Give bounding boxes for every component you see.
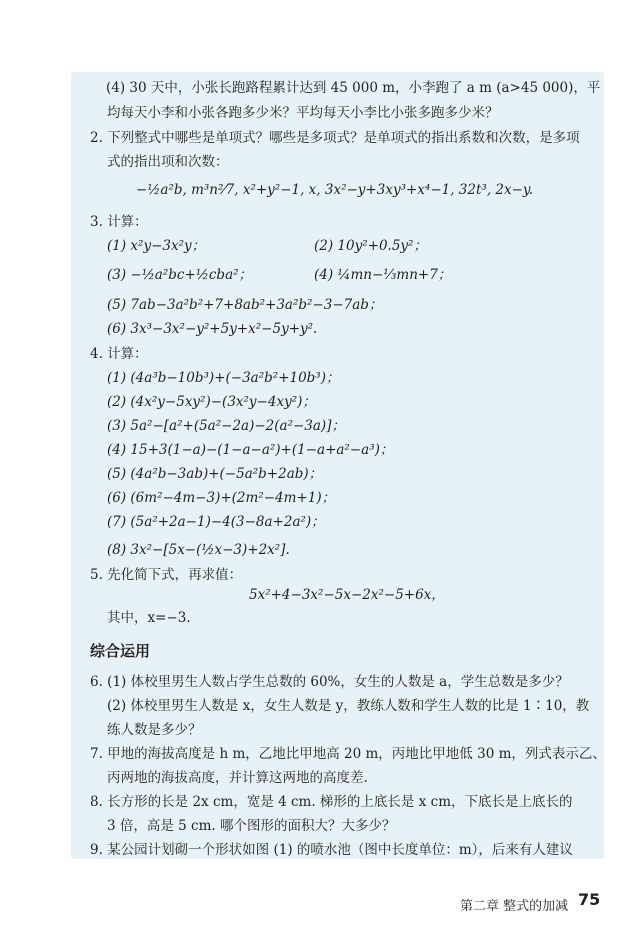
problem-2-expressions: −½a²b, m³n²⁄7, x²+y²−1, x, 3x²−y+3xy³+x⁴−1, 32t³, 2x−y. [136,182,534,198]
problem-3-item-3: (3) −½a²bc+½cba²； [107,267,253,283]
page-number: 75 [578,890,601,909]
problem-3-item-6: (6) 3x³−3x²−y²+5y+x²−5y+y². [107,321,318,337]
problem-5-expression: 5x²+4−3x²−5x−2x²−5+6x， [249,587,445,603]
problem-8-line2: 3 倍，高是 5 cm. 哪个图形的面积大？大多少？ [107,818,396,834]
section-title: 综合运用 [90,642,151,660]
problem-6-2-line2: 练人数是多少？ [107,722,202,738]
problem-4-item-2: (2) (4x²y−5xy²)−(3x²y−4xy²)； [107,394,316,410]
problem-4-heading: 4. 计算： [90,346,148,362]
problem-4-item-1: (1) (4a³b−10b³)+(−3a²b²+10b³)； [107,370,340,386]
problem-5-heading: 5. 先化简下式，再求值： [90,567,243,583]
problem-7-line1: 7. 甲地的海拔高度是 h m，乙地比甲地高 20 m，丙地比甲地低 30 m，列式表示乙、 [90,746,606,762]
problem-3-heading: 3. 计算： [90,214,148,230]
problem-3-item-1: (1) x²y−3x²y； [107,238,206,254]
problem-2-line1: 2. 下列整式中哪些是单项式？哪些是多项式？是单项式的指出系数和次数，是多项 [90,130,580,146]
problem-1-4-line2: 均每天小李和小张各跑多少米？平均每天小李比小张多跑多少米？ [107,105,499,121]
problem-4-item-3: (3) 5a²−[a²+(5a²−2a)−2(a²−3a)]； [107,418,345,434]
problem-4-item-6: (6) (6m²−4m−3)+(2m²−4m+1)； [107,490,336,506]
problem-3-item-4: (4) ¼mn−⅓mn+7； [314,267,452,283]
problem-4-item-4: (4) 15+3(1−a)−(1−a−a²)+(1−a+a²−a³)； [107,442,394,458]
problem-4-item-8: (8) 3x²−[5x−(½x−3)+2x²]. [107,542,290,558]
problem-1-4-line1: (4) 30 天中，小张长跑路程累计达到 45 000 m，小李跑了 a m (a>45 000)，平 [106,80,601,96]
problem-3-item-2: (2) 10y²+0.5y²； [314,238,427,254]
problem-9-line1: 9. 某公园计划砌一个形状如图 (1) 的喷水池（图中长度单位：m），后来有人建议 [90,842,573,858]
problem-4-item-7: (7) (5a²+2a−1)−4(3−8a+2a²)； [107,514,325,530]
problem-3-item-5: (5) 7ab−3a²b²+7+8ab²+3a²b²−3−7ab； [107,297,383,313]
problem-4-item-5: (5) (4a²b−3ab)+(−5a²b+2ab)； [107,466,323,482]
problem-7-line2: 丙两地的海拔高度，并计算这两地的高度差. [107,770,368,786]
problem-5-condition: 其中，x=−3. [107,610,191,626]
problem-8-line1: 8. 长方形的长是 2x cm，宽是 4 cm. 梯形的上底长是 x cm，下底长是上底长的 [90,794,573,810]
footer-chapter-label: 第二章 整式的加减 [460,899,569,914]
problem-6-1: 6. (1) 体校里男生人数占学生总数的 60%，女生的人数是 a，学生总数是多少？ [90,674,569,690]
problem-6-2-line1: (2) 体校里男生人数是 x，女生人数是 y，教练人数和学生人数的比是 1∶10，教 [107,698,590,714]
problem-2-line2: 式的指出项和次数： [107,154,229,170]
